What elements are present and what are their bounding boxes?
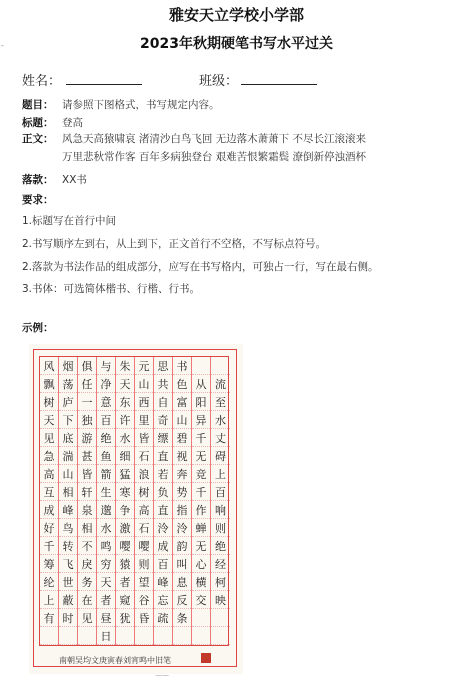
grid-cell: 相	[78, 519, 96, 537]
grid-column	[211, 357, 230, 645]
grid-cell: 烟	[59, 357, 77, 375]
grid-cell: 水	[97, 519, 115, 537]
grid-cell: 犹	[116, 609, 134, 627]
grid-cell: 丈	[211, 429, 230, 447]
grid-cell: 反	[173, 591, 191, 609]
grid-cell: 筹	[40, 555, 58, 573]
grid-cell: 嘤	[116, 537, 134, 555]
grid-cell: 任	[78, 375, 96, 393]
grid-cell: 峰	[59, 501, 77, 519]
grid-cell: 底	[59, 429, 77, 447]
grid-cell: 思	[154, 357, 172, 375]
grid-cell: 猿	[116, 555, 134, 573]
grid-cell: 天	[116, 375, 134, 393]
grid-cell: 直	[154, 447, 172, 465]
grid-cell: 见	[40, 429, 58, 447]
grid-cell: 峰	[154, 573, 172, 591]
grid-cell: 则	[135, 555, 153, 573]
grid-cell: 争	[116, 501, 134, 519]
grid-cell: 轩	[78, 483, 96, 501]
body-line-2: 万里悲秋常作客 百年多病独登台 艰难苦恨繁霜鬓 潦倒新停浊酒杯	[62, 151, 367, 163]
grid-cell: 异	[192, 411, 210, 429]
grid-cell	[40, 627, 58, 645]
grid-cell: 山	[59, 465, 77, 483]
grid-cell: 泉	[78, 501, 96, 519]
grid-cell: 竞	[192, 465, 210, 483]
grid-cell	[211, 357, 230, 375]
grid-cell: 邈	[97, 501, 115, 519]
grid-cell: 朱	[116, 357, 134, 375]
grid-cell: 水	[211, 411, 230, 429]
grid-cell: 千	[192, 483, 210, 501]
grid-cell: 视	[173, 447, 191, 465]
grid-cell: 激	[116, 519, 134, 537]
grid-cell: 忘	[154, 591, 172, 609]
grid-cell: 纶	[40, 573, 58, 591]
grid-column	[154, 357, 173, 645]
topic-text: 请参照下图格式，书写规定内容。	[62, 99, 220, 111]
grid-cell: 缥	[154, 429, 172, 447]
grid-cell	[173, 627, 191, 645]
exam-title: 2023年秋期硬笔书写水平过关	[140, 36, 333, 52]
grid-column	[97, 357, 116, 645]
grid-cell: 绝	[211, 537, 230, 555]
grid-cell: 天	[40, 411, 58, 429]
grid-cell: 负	[154, 483, 172, 501]
grid-cell: 一	[78, 393, 96, 411]
grid-column	[59, 357, 78, 645]
grid-cell: 阳	[192, 393, 210, 411]
grid-cell: 许	[116, 411, 134, 429]
grid-cell: 独	[78, 411, 96, 429]
grid-cell: 鸣	[97, 537, 115, 555]
grid-cell: 见	[78, 609, 96, 627]
cropped-text-fragment: ——	[155, 671, 169, 679]
signoff-text: XX书	[62, 174, 87, 186]
grid-cell: 从	[192, 375, 210, 393]
grid-cell: 书	[173, 357, 191, 375]
grid-cell	[211, 627, 230, 645]
name-field[interactable]	[66, 70, 142, 85]
grid-column	[116, 357, 135, 645]
grid-cell: 游	[78, 429, 96, 447]
grid-cell: 嘤	[135, 537, 153, 555]
grid-cell: 奇	[154, 411, 172, 429]
grid-cell: 生	[97, 483, 115, 501]
grid-cell: 奔	[173, 465, 191, 483]
grid-cell: 成	[40, 501, 58, 519]
grid-cell: 戾	[78, 555, 96, 573]
grid-cell: 下	[59, 411, 77, 429]
writing-grid	[39, 356, 229, 646]
grid-cell: 蝉	[192, 519, 210, 537]
grid-cell: 碍	[211, 447, 230, 465]
calligraphy-sample	[29, 344, 243, 674]
grid-cell: 石	[135, 519, 153, 537]
grid-cell: 俱	[78, 357, 96, 375]
grid-column	[78, 357, 97, 645]
grid-cell: 交	[192, 591, 210, 609]
class-field[interactable]	[241, 70, 317, 85]
grid-cell: 响	[211, 501, 230, 519]
grid-cell: 指	[173, 501, 191, 519]
grid-cell: 无	[192, 537, 210, 555]
grid-cell: 细	[116, 447, 134, 465]
grid-cell: 作	[192, 501, 210, 519]
grid-cell: 无	[192, 447, 210, 465]
grid-cell: 昏	[135, 609, 153, 627]
grid-cell	[192, 357, 210, 375]
requirements-label: 要求：	[22, 194, 54, 206]
grid-cell	[59, 627, 77, 645]
grid-cell: 百	[97, 411, 115, 429]
grid-cell: 山	[173, 411, 191, 429]
grid-cell	[135, 627, 153, 645]
grid-cell: 天	[97, 573, 115, 591]
grid-cell: 飘	[40, 375, 58, 393]
body-label: 正文：	[22, 133, 54, 145]
school-name: 雅安天立学校小学部	[168, 6, 304, 24]
grid-column	[173, 357, 192, 645]
grid-cell: 息	[173, 573, 191, 591]
margin-mark: -	[1, 41, 4, 50]
grid-cell: 谷	[135, 591, 153, 609]
grid-cell: 流	[211, 375, 230, 393]
grid-cell: 甚	[78, 447, 96, 465]
grid-cell	[78, 627, 96, 645]
grid-cell: 互	[40, 483, 58, 501]
topic-label: 题目：	[22, 99, 54, 111]
grid-cell: 则	[211, 519, 230, 537]
grid-cell: 至	[211, 393, 230, 411]
grid-cell: 条	[173, 609, 191, 627]
grid-cell: 急	[40, 447, 58, 465]
grid-cell: 柯	[211, 573, 230, 591]
grid-cell: 窥	[116, 591, 134, 609]
grid-cell: 势	[173, 483, 191, 501]
grid-cell: 皆	[78, 465, 96, 483]
grid-cell: 疏	[154, 609, 172, 627]
grid-cell: 元	[135, 357, 153, 375]
title-label: 标题：	[22, 117, 54, 129]
grid-cell: 树	[135, 483, 153, 501]
grid-cell: 色	[173, 375, 191, 393]
grid-cell: 心	[192, 555, 210, 573]
grid-cell: 千	[40, 537, 58, 555]
grid-cell: 猛	[116, 465, 134, 483]
grid-cell: 东	[116, 393, 134, 411]
body-line-1: 风急天高猿啸哀 渚清沙白鸟飞回 无边落木萧萧下 不尽长江滚滚来	[62, 133, 367, 145]
grid-cell: 穷	[97, 555, 115, 573]
grid-cell: 风	[40, 357, 58, 375]
grid-cell: 湍	[59, 447, 77, 465]
grid-cell: 石	[135, 447, 153, 465]
grid-cell: 寒	[116, 483, 134, 501]
grid-cell: 庐	[59, 393, 77, 411]
grid-cell: 百	[154, 555, 172, 573]
grid-cell: 千	[192, 429, 210, 447]
grid-cell: 箭	[97, 465, 115, 483]
seal-stamp	[201, 653, 211, 663]
requirement-3: 2.落款为书法作品的组成部分，应写在书写格内，可独占一行，写在最右侧。	[22, 261, 379, 273]
grid-cell	[192, 627, 210, 645]
grid-cell: 叫	[173, 555, 191, 573]
example-label: 示例：	[22, 322, 54, 334]
grid-cell: 树	[40, 393, 58, 411]
grid-cell: 百	[211, 483, 230, 501]
grid-cell: 里	[135, 411, 153, 429]
grid-cell: 映	[211, 591, 230, 609]
grid-cell: 有	[40, 609, 58, 627]
grid-cell: 浪	[135, 465, 153, 483]
requirement-4: 3.书体：可选简体楷书、行楷、行书。	[22, 283, 201, 295]
grid-cell: 山	[135, 375, 153, 393]
grid-column	[40, 357, 59, 645]
grid-cell: 西	[135, 393, 153, 411]
sample-signature: 南朝吴均文庚寅春刘宵鸣中旧笔	[59, 656, 171, 665]
grid-cell: 者	[97, 591, 115, 609]
grid-cell: 泠	[154, 519, 172, 537]
grid-cell: 经	[211, 555, 230, 573]
grid-cell: 鸟	[59, 519, 77, 537]
class-label: 班级：	[199, 74, 239, 89]
grid-cell: 昼	[97, 609, 115, 627]
grid-cell: 在	[78, 591, 96, 609]
grid-cell	[154, 627, 172, 645]
grid-cell	[116, 627, 134, 645]
title-text: 登高	[62, 117, 83, 129]
grid-cell: 高	[40, 465, 58, 483]
grid-cell: 若	[154, 465, 172, 483]
grid-cell: 者	[116, 573, 134, 591]
grid-cell: 高	[135, 501, 153, 519]
grid-cell: 鱼	[97, 447, 115, 465]
grid-cell: 泠	[173, 519, 191, 537]
grid-cell: 飞	[59, 555, 77, 573]
grid-column	[192, 357, 211, 645]
grid-cell	[211, 609, 230, 627]
grid-cell	[192, 609, 210, 627]
grid-cell: 蔽	[59, 591, 77, 609]
grid-cell: 富	[173, 393, 191, 411]
signoff-label: 落款：	[22, 174, 54, 186]
grid-cell: 韵	[173, 537, 191, 555]
grid-cell: 荡	[59, 375, 77, 393]
grid-cell: 时	[59, 609, 77, 627]
grid-cell: 上	[40, 591, 58, 609]
grid-column	[135, 357, 154, 645]
grid-cell: 自	[154, 393, 172, 411]
grid-cell: 务	[78, 573, 96, 591]
grid-cell: 转	[59, 537, 77, 555]
grid-cell: 与	[97, 357, 115, 375]
grid-cell: 皆	[135, 429, 153, 447]
grid-cell: 水	[116, 429, 134, 447]
grid-cell: 望	[135, 573, 153, 591]
grid-cell: 上	[211, 465, 230, 483]
grid-cell: 直	[154, 501, 172, 519]
grid-cell: 碧	[173, 429, 191, 447]
grid-cell: 横	[192, 573, 210, 591]
grid-cell: 世	[59, 573, 77, 591]
grid-cell: 净	[97, 375, 115, 393]
grid-cell: 成	[154, 537, 172, 555]
requirement-2: 2.书写顺序左到右，从上到下，正文首行不空格，不写标点符号。	[22, 238, 327, 250]
grid-cell: 共	[154, 375, 172, 393]
requirement-1: 1.标题写在首行中间	[22, 215, 117, 227]
grid-cell: 绝	[97, 429, 115, 447]
grid-cell: 意	[97, 393, 115, 411]
grid-cell: 相	[59, 483, 77, 501]
grid-cell: 日	[97, 627, 115, 645]
grid-cell: 不	[78, 537, 96, 555]
name-label: 姓名：	[22, 74, 62, 89]
grid-cell: 好	[40, 519, 58, 537]
